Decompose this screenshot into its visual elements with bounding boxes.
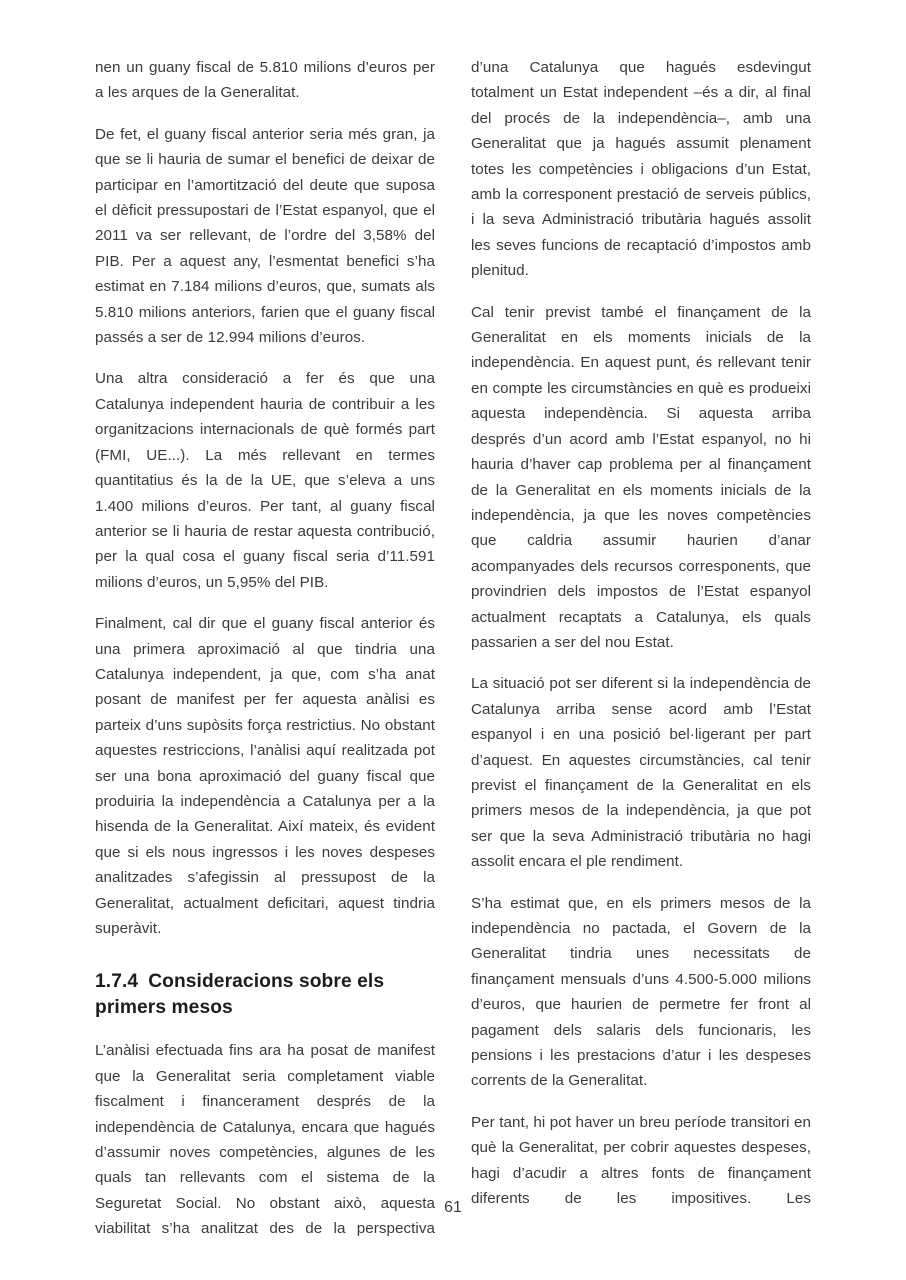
section-heading-number: 1.7.4 (95, 971, 139, 993)
paragraph: De fet, el guany fiscal anterior seria més gran, ja que se li hauria de sumar el benefici de deixar de participar en l’amortització del deute que suposa el dèficit pressupostari de l’Estat espanyol, que el 2011 va ser rellevant, de l’ordre del 3,58% del PIB. Per a aquest any, l’esmentat benefici s’ha estimat en 7.184 milions d’euros, que, sumats als 5.810 milions anteriors, farien que el guany fiscal passés a ser de 12.994 milions d’euros. (95, 125, 435, 347)
paragraph: d’una Catalunya que hagués esdevingut totalment un Estat independent –és a dir, al final del procés de la independència–, amb una Generalitat que ja hagués assumit plenament totes les competències i obligacions d’un Estat, amb la corresponent prestació de serveis públics, i la seva Administració tributària hagués assolit les seves funcions de recaptació d’impostos amb plenitud. (471, 59, 811, 280)
paragraph: nen un guany fiscal de 5.810 milions d’euros per a les arques de la Generalitat. (95, 59, 435, 102)
right-column (471, 55, 811, 1208)
paragraph: L’anàlisi efectuada fins ara ha posat de manifest que la Generalitat seria completament viable fiscalment i financerament després de la independència de Catalunya, encara que hagués d’assumir noves competències, algunes de les quals tan rellevants com el sistema de la Seguretat Social. No obstant això, aquesta viabilitat s’ha analitzat des de la perspectiva (95, 1042, 435, 1238)
paragraph: S’ha estimat que, en els primers mesos de la independència no pactada, el Govern de la Generalitat tindria unes necessitats de finançament mensuals d’uns 4.500-5.000 milions d’euros, que haurien de permetre fer front al pagament dels salaris dels funcionaris, les pensions i les prestacions d’atur i les despeses corrents de la Generalitat. (471, 894, 811, 1090)
page-number: 61 (444, 1199, 462, 1216)
paragraph: Finalment, cal dir que el guany fiscal anterior és una primera aproximació al que tindria una Catalunya independent, ja que, com s’ha anat posant de manifest per fer aquesta anàlisi es parteix d’uns supòsits força restrictius. No obstant aquestes restriccions, l’anàlisi aquí realitzada pot ser una bona aproximació del guany fiscal que produiria la independència a Catalunya per a la hisenda de la Generalitat. Així mateix, és evident que si els nous ingressos i les noves despeses analitzades s’afegissin al pressupost de la Generalitat, actualment deficitari, aquest tindria superàvit. (95, 615, 435, 937)
paragraph: Cal tenir previst també el finançament de la Generalitat en els moments inicials de la independència. En aquest punt, és rellevant tenir en compte les circumstàncies en què es produeixi aquesta independència. Si aquesta arriba després d’un acord amb l’Estat espanyol, no hi hauria d’haver cap problema per al finançament de la Generalitat en els moments inicials de la independència, ja que les noves competències que caldria assumir haurien d’anar acompanyades dels recursos corresponents, que provindrien dels impostos de l’Estat espanyol actualment recaptats a Catalunya, els quals passarien a ser del nou Estat. (471, 303, 811, 651)
section-heading-title: Consideracions sobre els primers mesos (95, 971, 385, 1019)
section-heading (95, 969, 435, 1021)
paragraph: Per tant, hi pot haver un breu període transitori en què la Generalitat, per cobrir aquestes despeses, hagi d’acudir a altres fonts de finançament diferents de les impositives. Les (471, 1113, 811, 1208)
paragraph: Una altra consideració a fer és que una Catalunya independent hauria de contribuir a les organitzacions internacionals de què formés part (FMI, UE...). La més rellevant en termes quantitatius és la de la UE, que s’eleva a uns 1.400 milions d’euros. Per tant, al guany fiscal anterior se li hauria de restar aquesta contribució, per la qual cosa el guany fiscal seria d’11.591 milions d’euros, un 5,95% del PIB. (95, 370, 435, 591)
left-column (95, 55, 435, 1238)
paragraph: La situació pot ser diferent si la independència de Catalunya arriba sense acord amb l’Estat espanyol i en una posició bel·ligerant per part d’aquest. En aquestes circumstàncies, cal tenir previst el finançament de la Generalitat en els primers mesos de la independència, ja que pot ser que la seva Administració tributària no hagi assolit encara el ple rendiment. (471, 675, 811, 871)
